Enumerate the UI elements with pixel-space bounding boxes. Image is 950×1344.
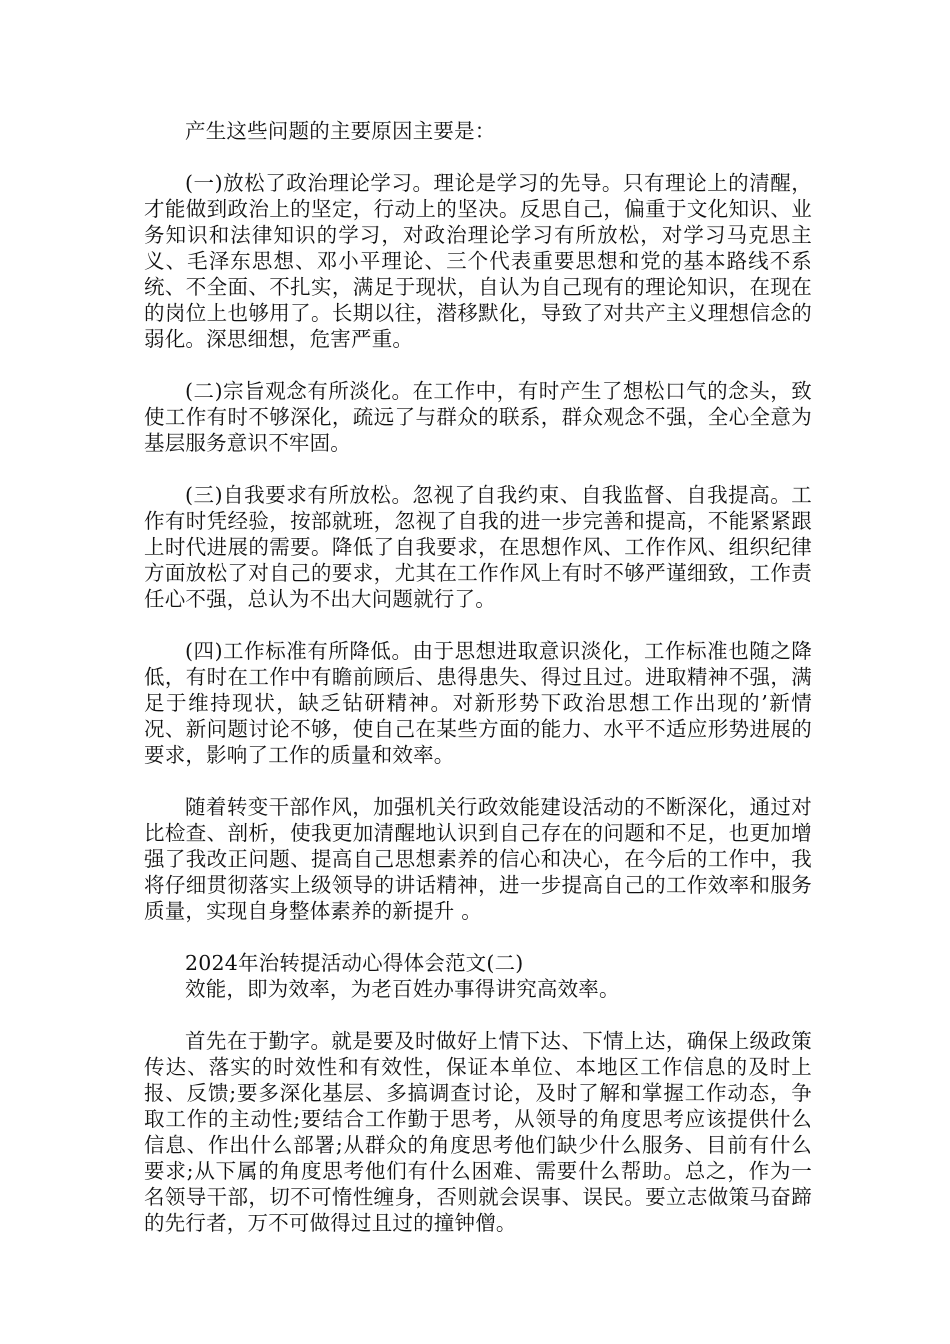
paragraph-conclusion: 随着转变干部作风，加强机关行政效能建设活动的不断深化，通过对比检查、剖析，使我更加清醒地认识到自己存在的问题和不足，也更加增强了我改正问题、提高自己思想素养的信心和决心，在今后的工作中，我将仔细贯彻落实上级领导的讲话精神，进一步提高自己的工作效率和服务质量，实现自身整体素养的新提升 。 (144, 795, 812, 923)
paragraph-causes-intro: 产生这些问题的主要原因主要是： (185, 119, 496, 143)
paragraph-diligence: 首先在于勤字。就是要及时做好上情下达、下情上达，确保上级政策传达、落实的时效性和有效性，保证本单位、本地区工作信息的及时上报、反馈;要多深化基层、多搞调查讨论，及时了解和掌握工作动态，争取工作的主动性;要结合工作勤于思考，从领导的角度思考应该提供什么信息、作出什么部署;从群众的角度思考他们缺少什么服务、目前有什么要求;从下属的角度思考他们有什么困难、需要什么帮助。总之，作为一名领导干部，切不可惰性缠身，否则就会误事、误民。要立志做策马奋蹄的先行者，万不可做得过且过的撞钟僧。 (144, 1029, 812, 1235)
paragraph-cause-4: (四)工作标准有所降低。由于思想进取意识淡化，工作标准也随之降低，有时在工作中有瞻前顾后、患得患失、得过且过。进取精神不强，满足于维持现状，缺乏钻研精神。对新形势下政治思想工作出现的’新情况、新问题讨论不够，使自己在某些方面的能力、水平不适应形势进展的要求，影响了工作的质量和效率。 (144, 639, 812, 767)
paragraph-cause-2: (二)宗旨观念有所淡化。在工作中，有时产生了想松口气的念头，致使工作有时不够深化，疏远了与群众的联系，群众观念不强，全心全意为基层服务意识不牢固。 (144, 379, 812, 455)
paragraph-cause-3: (三)自我要求有所放松。忽视了自我约束、自我监督、自我提高。工作有时凭经验，按部就班，忽视了自我的进一步完善和提高，不能紧紧跟上时代进展的需要。降低了自我要求，在思想作风、工作作风、组织纪律方面放松了对自己的要求，尤其在工作作风上有时不够严谨细致，工作责任心不强，总认为不出大问题就行了。 (144, 483, 812, 611)
document-page (144, 118, 812, 1236)
paragraph-cause-1: (一)放松了政治理论学习。理论是学习的先导。只有理论上的清醒，才能做到政治上的坚定，行动上的坚决。反思自己，偏重于文化知识、业务知识和法律知识的学习，对政治理论学习有所放松，对学习马克思主义、毛泽东思想、邓小平理论、三个代表重要思想和党的基本路线不系统、不全面、不扎实，满足于现状，自认为自己现有的理论知识，在现在的岗位上也够用了。长期以往，潜移默化，导致了对共产主义理想信念的弱化。深思细想，危害严重。 (144, 171, 812, 351)
paragraph-efficiency-intro: 效能，即为效率，为老百姓办事得讲究高效率。 (185, 977, 620, 1001)
section-heading: 2024年治转提活动心得体会范文(二) (185, 951, 524, 975)
